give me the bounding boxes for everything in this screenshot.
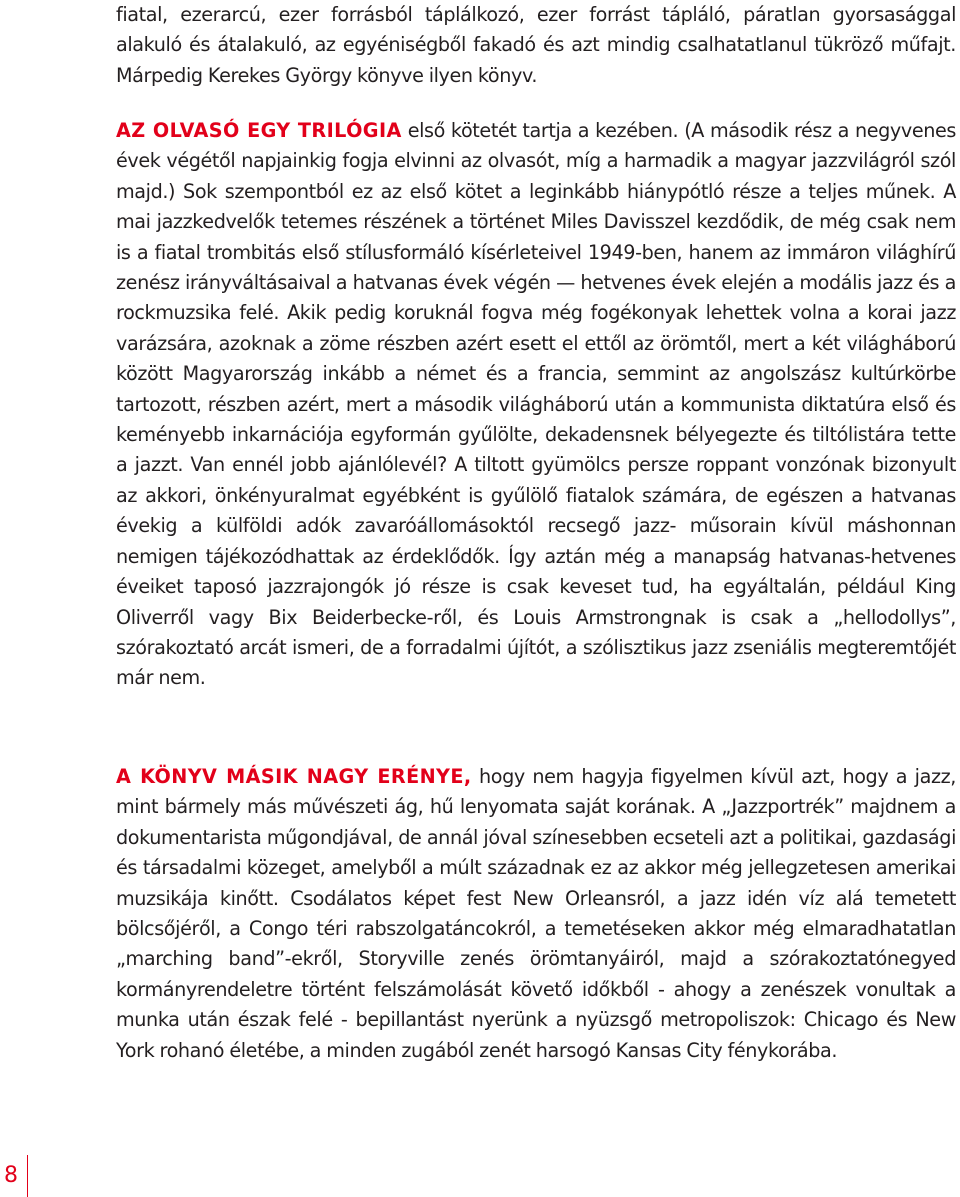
paragraph-3-lead: A KÖNYV MÁSIK NAGY ERÉNYE, xyxy=(116,765,472,788)
paragraph-2 xyxy=(116,116,956,694)
paragraph-2-text: első kötetét tartja a kezében. (A második rész a negyvenes évek végétől napjainkig fogja elvinni az olvasót, míg a harmadik a magyar jazzvilágról szól majd.) Sok szempontból ez az első kötet a leginkább hiánypótló része a teljes műnek. A mai jazzkedvelők tetemes részének a történet Miles Davisszel kezdődik, de még csak nem is a fiatal trombitás első stílusformáló kísérleteivel 1949-ben, hanem az immáron világhírű zenész irányváltásaival a hatvanas évek végén — hetvenes évek elején a modális jazz és a rockmuzsika felé. Akik pedig koruknál fogva még fogékonyak lehettek volna a korai jazz varázsára, azoknak a zöme részben azért esett el ettől az örömtől, mert a két világháború között Magyarország inkább a német és a francia, semmint az angolszász kultúrkörbe tartozott, részben azért, mert a második világháború után a kommunista diktatúra első és keményebb inkarnációja egyformán gyűlölte, dekadensnek bélyegezte és tiltólistára tette a jazzt. Van ennél jobb ajánlólevél? A tiltott gyümölcs persze roppant vonzónak bizonyult az akkori, önkényuralmat egyébként is gyűlölő fiatalok számára, de egészen a hatvanas évekig a külföldi adók zavaróállomásoktól recsegő jazz- műsorain kívül máshonnan nemigen tájékozódhattak az érdeklődők. Így aztán még a manapság hatvanas-hetvenes éveiket taposó jazzrajongók jó része is csak keveset tud, ha egyáltalán, például King Oliverről vagy Bix Beiderbecke-ről, és Louis Armstrongnak is csak a „hellodollys”, szórakoztató arcát ismeri, de a forradalmi újítót, a szólisztikus jazz zseniális megteremtőjét már nem. xyxy=(116,119,956,690)
paragraph-1 xyxy=(116,0,956,91)
paragraph-3 xyxy=(116,762,956,1066)
paragraph-3-text: hogy nem hagyja figyelmen kívül azt, hogy a jazz, mint bármely más művészeti ág, hű lenyomata saját korának. A „Jazzportrék” majdnem a dokumentarista műgondjával, de annál jóval színesebben ecseteli azt a politikai, gazdasági és társadalmi közeget, amelyből a múlt századnak ez az akkor még jellegzetesen amerikai muzsikája kinőtt. Csodálatos képet fest New Orleansról, a jazz idén víz alá temetett bölcsőjéről, a Congo téri rabszolgatáncokról, a temetéseken akkor még elmaradhatatlan „marching band”-ekről, Storyville zenés örömtanyáiról, majd a szórakoztatónegyed kormányrendeletre történt felszámolását követő időkből - ahogy a zenészek vonultak a munka után észak felé - bepillantást nyerünk a nyüzsgő metropoliszok: Chicago és New York rohanó életébe, a minden zugából zenét harsogó Kansas City fénykorába. xyxy=(116,765,956,1062)
paragraph-2-lead: AZ OLVASÓ EGY TRILÓGIA xyxy=(116,119,402,142)
page-number-box xyxy=(0,1155,28,1197)
paragraph-1-text: fiatal, ezerarcú, ezer forrásból táplálkozó, ezer forrást tápláló, páratlan gyorsasággal alakuló és átalakuló, az egyéniségből fakadó és azt mindig csalhatatlanul tükröző műfajt. Márpedig Kerekes György könyve ilyen könyv. xyxy=(116,3,956,87)
page-number: 8 xyxy=(4,1163,18,1188)
